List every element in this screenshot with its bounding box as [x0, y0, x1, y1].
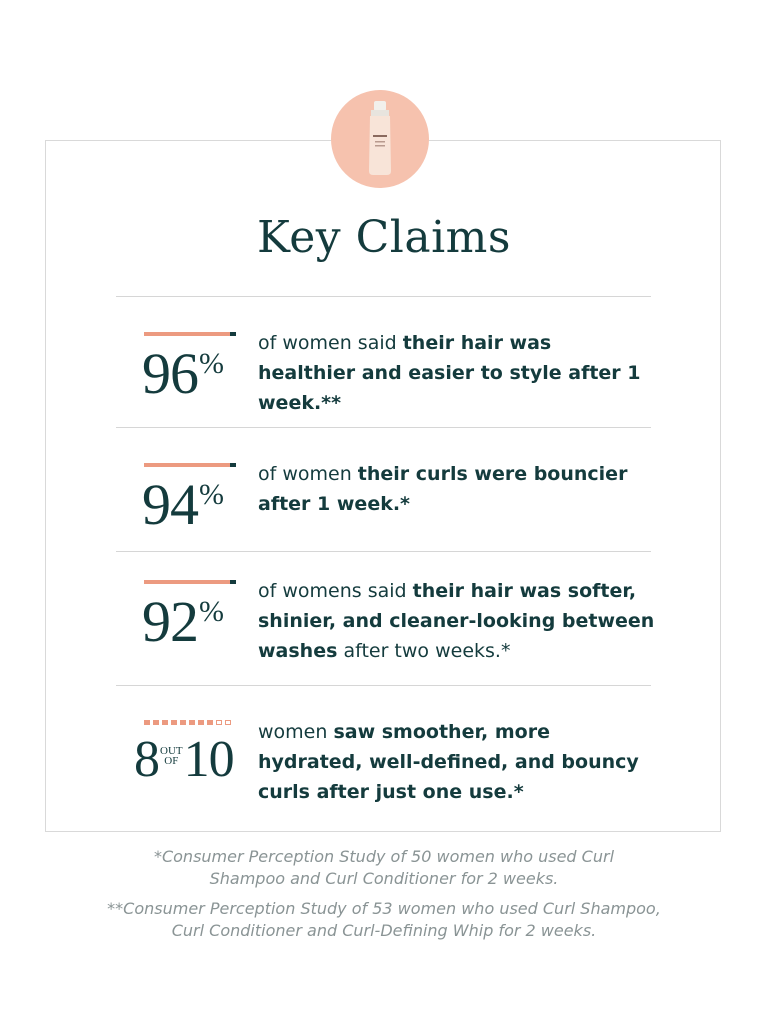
- out-text: OUT: [160, 745, 183, 757]
- stat-number: 94: [142, 472, 198, 537]
- accent-bar: [144, 580, 236, 584]
- desc-text: after two weeks.*: [337, 640, 511, 662]
- stat-number: 96: [142, 341, 198, 406]
- stat-unit: %: [199, 595, 224, 628]
- filled-dot: [180, 720, 186, 725]
- desc-emphasis: their hair was healthier and easier to style after 1 week.**: [258, 332, 641, 414]
- desc-emphasis: their curls were bouncier after 1 week.*: [258, 463, 628, 515]
- stat-value: [142, 472, 224, 537]
- page-title: Key Claims: [257, 212, 511, 263]
- stat-value: [142, 341, 224, 406]
- of-text: OF: [164, 755, 179, 767]
- footnote: *Consumer Perception Study of 50 women who used Curl Shampoo and Curl Conditioner for 2 weeks.: [153, 847, 615, 888]
- desc-text: of women: [258, 463, 358, 485]
- claim-item: [116, 552, 655, 685]
- rating-dots: [144, 720, 231, 725]
- stat-number: 92: [142, 589, 198, 654]
- filled-dot: [162, 720, 168, 725]
- stat-value: [142, 589, 224, 654]
- stat-denominator: 10: [183, 731, 234, 788]
- desc-emphasis: their hair was softer, shinier, and cleaner-looking between washes: [258, 580, 655, 662]
- claim-description: [258, 459, 648, 519]
- claim-description: [258, 328, 648, 418]
- empty-dot: [216, 720, 222, 725]
- desc-text: of women said: [258, 332, 403, 354]
- stat-unit: %: [199, 347, 224, 380]
- claim-item: [116, 297, 651, 427]
- accent-bar: [144, 332, 236, 336]
- filled-dot: [207, 720, 213, 725]
- stat-numerator: 8: [134, 731, 159, 788]
- out-of-label: [160, 746, 183, 766]
- footnote: **Consumer Perception Study of 53 women who used Curl Shampoo, Curl Conditioner and Curl-Defining Whip for 2 weeks.: [107, 899, 661, 940]
- desc-emphasis: saw smoother, more hydrated, well-defined, and bouncy curls after just one use.*: [258, 721, 639, 803]
- claim-item: [116, 428, 651, 551]
- stat-value: [134, 731, 234, 788]
- accent-bar: [144, 463, 236, 467]
- desc-text: of womens said: [258, 580, 413, 602]
- filled-dot: [189, 720, 195, 725]
- product-badge: [331, 90, 429, 188]
- filled-dot: [144, 720, 150, 725]
- claim-item: [116, 686, 651, 816]
- filled-dot: [198, 720, 204, 725]
- desc-text: women: [258, 721, 334, 743]
- empty-dot: [225, 720, 231, 725]
- filled-dot: [171, 720, 177, 725]
- claim-description: [258, 576, 658, 666]
- hair-product-bottle-icon: [365, 101, 395, 177]
- claim-description: [258, 717, 648, 807]
- stat-unit: %: [199, 478, 224, 511]
- filled-dot: [153, 720, 159, 725]
